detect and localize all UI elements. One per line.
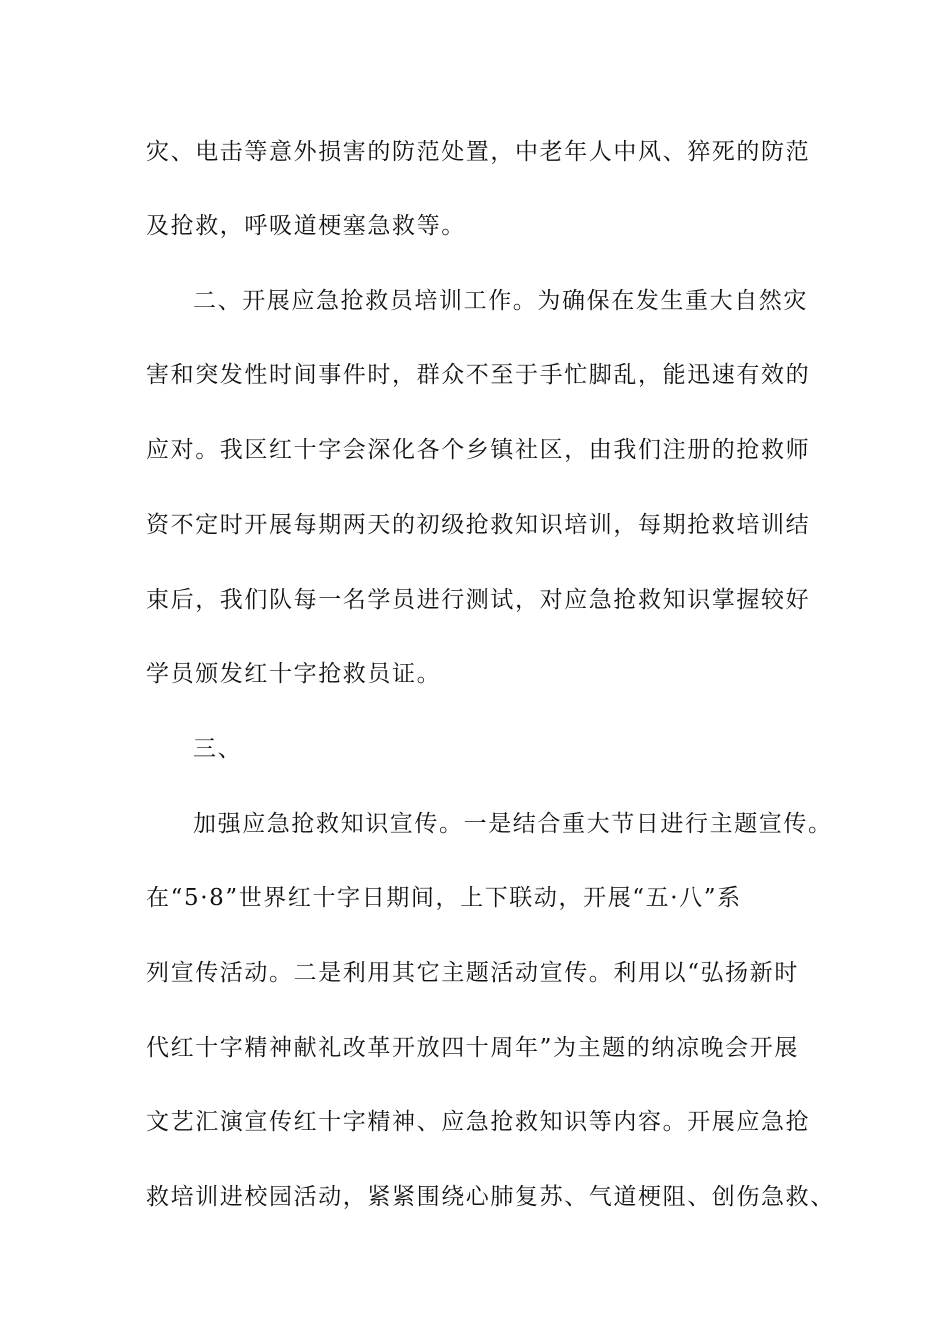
paragraph-line-heading-two: 二、开展应急抢救员培训工作。为确保在发生重大自然灾 [193,288,808,314]
paragraph-line: 救培训进校园活动，紧紧围绕心肺复苏、气道梗阻、创伤急救、 [146,1184,835,1210]
paragraph-line: 列宣传活动。二是利用其它主题活动宣传。利用以“弘扬新时 [146,960,799,986]
paragraph-line: 在“5·8”世界红十字日期间，上下联动，开展“五·八”系 [146,885,742,911]
paragraph-line: 加强应急抢救知识宣传。一是结合重大节日进行主题宣传。 [193,811,833,837]
paragraph-line: 资不定时开展每期两天的初级抢救知识培训，每期抢救培训结 [146,512,811,538]
paragraph-line: 学员颁发红十字抢救员证。 [146,661,442,687]
paragraph-line: 束后，我们队每一名学员进行测试，对应急抢救知识掌握较好 [146,587,811,613]
paragraph-line: 文艺汇演宣传红十字精神、应急抢救知识等内容。开展应急抢 [146,1109,811,1135]
paragraph-line: 应对。我区红十字会深化各个乡镇社区，由我们注册的抢救师 [146,437,811,463]
section-heading-three: 三、 [193,736,243,762]
paragraph-line: 灾、电击等意外损害的防范处置，中老年人中风、猝死的防范 [146,139,811,165]
paragraph-line: 代红十字精神献礼改革开放四十周年”为主题的纳凉晚会开展 [146,1035,799,1061]
paragraph-line: 害和突发性时间事件时，群众不至于手忙脚乱，能迅速有效的 [146,362,811,388]
paragraph-line: 及抢救，呼吸道梗塞急救等。 [146,213,466,239]
